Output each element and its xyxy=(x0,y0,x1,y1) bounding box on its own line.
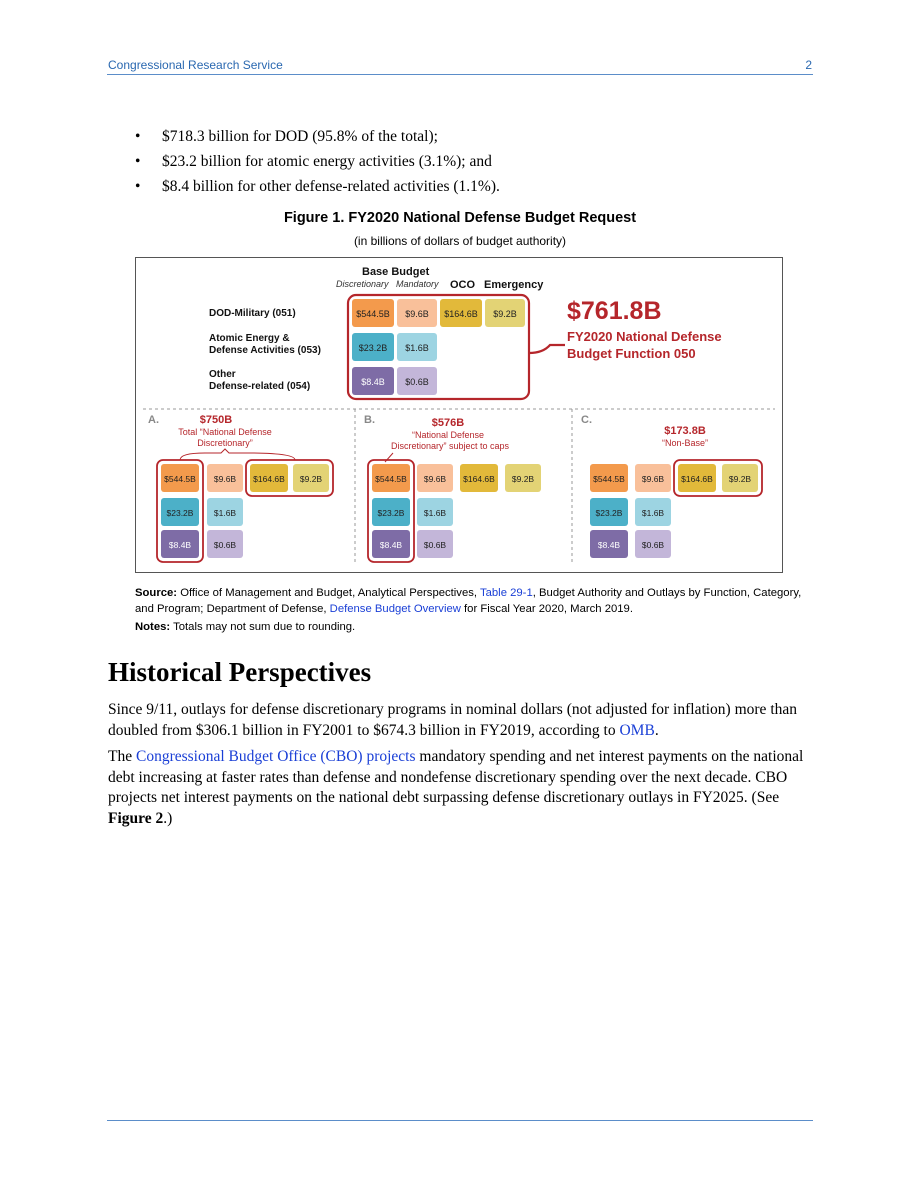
panel-b-cell-value: $8.4B xyxy=(379,540,403,550)
panel-b-cell-value: $0.6B xyxy=(423,540,447,550)
col-oco-label: OCO xyxy=(450,279,476,291)
panel-a-label-2: Discretionary” xyxy=(197,438,253,448)
cell-dod-discretionary-value: $544.5B xyxy=(356,309,390,319)
panel-c-cell-value: $23.2B xyxy=(595,508,623,518)
row-label-atomic-1: Atomic Energy & xyxy=(209,333,290,344)
source-link-overview[interactable]: Defense Budget Overview xyxy=(329,603,461,615)
paragraph xyxy=(108,700,818,741)
panel-a-cell-value: $1.6B xyxy=(213,508,237,518)
panel-b-cell-value: $1.6B xyxy=(423,508,447,518)
figure-subtitle: (in billions of dollars of budget authority) xyxy=(353,234,567,248)
col-mandatory-label: Mandatory xyxy=(396,279,439,289)
paragraph-text: Since 9/11, outlays for defense discretionary programs in nominal dollars (not adjusted for inflation) more than doubled from $306.1 billion in FY2001 to $674.3 billion in FY2019, according to xyxy=(108,701,798,739)
bullet-item: • $8.4 billion for other defense-related activities (1.1%). xyxy=(135,174,500,199)
panel-b-cell-value: $544.5B xyxy=(375,474,407,484)
panel-b-cell-value: $9.6B xyxy=(423,474,447,484)
panel-a-cell-value: $23.2B xyxy=(166,508,194,518)
row-label-other-2: Defense-related (054) xyxy=(209,381,311,392)
col-group-label: Base Budget xyxy=(362,266,430,278)
row-label-other-1: Other xyxy=(209,369,236,380)
source-text: , Budget Authority and Outlays by Function, Category, and Program; Department of Defense, xyxy=(135,587,802,615)
row-label-atomic-2: Defense Activities (053) xyxy=(209,345,321,356)
panel-c-cell-value: $0.6B xyxy=(641,540,665,550)
figure-title: Figure 1. FY2020 National Defense Budget Request xyxy=(283,210,637,226)
panel-c-label-1: “Non-Base” xyxy=(661,438,709,448)
page-number: 2 xyxy=(805,58,812,72)
cell-dod-oco-value: $164.6B xyxy=(444,309,478,319)
panel-c-letter: C. xyxy=(581,414,592,426)
panel-b-cell-value: $164.6B xyxy=(463,474,495,484)
source-link-table[interactable]: Table 29-1 xyxy=(479,587,533,599)
row-label-dod: DOD-Military (051) xyxy=(209,308,296,319)
panel-c-value: $173.8B xyxy=(664,425,706,437)
panel-c-cell-value: $8.4B xyxy=(597,540,621,550)
panel-c-cell-value: $9.6B xyxy=(641,474,665,484)
panel-a-cell-value: $9.2B xyxy=(299,474,323,484)
cell-doe-mandatory-value: $1.6B xyxy=(405,343,429,353)
notes-label: Notes: xyxy=(135,621,171,633)
notes-text: Totals may not sum due to rounding. xyxy=(170,621,356,633)
bullet-item: • $23.2 billion for atomic energy activities (3.1%); and xyxy=(135,149,500,174)
omb-link[interactable]: OMB xyxy=(619,721,655,739)
panel-b-label-2: Discretionary” subject to caps xyxy=(390,441,510,451)
cbo-link[interactable]: Congressional Budget Office (CBO) projects xyxy=(135,748,416,765)
source-label: Source: xyxy=(135,587,178,599)
bullet-list xyxy=(135,124,500,199)
paragraph-text: mandatory spending and net interest payments on the national debt increasing at faster rates than defense and nondefense discretionary spending over the next decade. CBO projects net interest payments on the national debt surpassing defense discretionary outlays in FY2025. (See xyxy=(108,748,804,806)
budget-figure xyxy=(135,257,783,573)
source-text: for Fiscal Year 2020, March 2019. xyxy=(460,603,633,615)
page-header-title: Congressional Research Service xyxy=(108,58,283,72)
total-label-2: Budget Function 050 xyxy=(567,346,696,361)
cell-dod-mandatory-value: $9.6B xyxy=(405,309,429,319)
panel-a-value: $750B xyxy=(199,414,233,426)
section-heading: Historical Perspectives xyxy=(108,657,372,687)
panel-a-cell-value: $9.6B xyxy=(213,474,237,484)
total-value: $761.8B xyxy=(567,297,662,325)
cell-dod-emergency-value: $9.2B xyxy=(493,309,517,319)
bullet-item: • $718.3 billion for DOD (95.8% of the total); xyxy=(135,124,500,149)
panel-a-label-1: Total “National Defense xyxy=(178,427,272,437)
panel-b-label-1: “National Defense xyxy=(411,430,485,440)
panel-a-cell-value: $0.6B xyxy=(213,540,237,550)
figure-reference: Figure 2 xyxy=(108,809,164,827)
panel-b-value: $576B xyxy=(431,417,465,429)
panel-c-cell-value: $544.5B xyxy=(593,474,625,484)
panel-a-cell-value: $544.5B xyxy=(164,474,196,484)
figure-notes xyxy=(135,621,355,633)
panel-a-letter: A. xyxy=(148,414,159,426)
panel-c-cell-value: $9.2B xyxy=(728,474,752,484)
source-text: Office of Management and Budget, Analytical Perspectives, xyxy=(177,587,480,599)
panel-c-cell-value: $1.6B xyxy=(641,508,665,518)
panel-a-cell-value: $164.6B xyxy=(253,474,285,484)
paragraph-text: .) xyxy=(163,809,173,827)
paragraph-text: . xyxy=(654,721,659,739)
paragraph xyxy=(108,747,818,829)
cell-other-discretionary-value: $8.4B xyxy=(361,377,385,387)
panel-b-letter: B. xyxy=(364,414,375,426)
figure-source xyxy=(135,585,815,617)
header-rule xyxy=(107,74,813,75)
panel-b-cell-value: $9.2B xyxy=(511,474,535,484)
panel-a-cell-value: $8.4B xyxy=(168,540,192,550)
paragraph-text: The xyxy=(108,748,136,765)
total-label-1: FY2020 National Defense xyxy=(567,329,722,344)
footer-rule xyxy=(107,1120,813,1121)
col-emergency-label: Emergency xyxy=(484,279,544,291)
panel-b-cell-value: $23.2B xyxy=(377,508,405,518)
col-discretionary-label: Discretionary xyxy=(336,279,389,289)
cell-other-mandatory-value: $0.6B xyxy=(405,377,429,387)
cell-doe-discretionary-value: $23.2B xyxy=(358,343,388,353)
panel-c-cell-value: $164.6B xyxy=(681,474,713,484)
